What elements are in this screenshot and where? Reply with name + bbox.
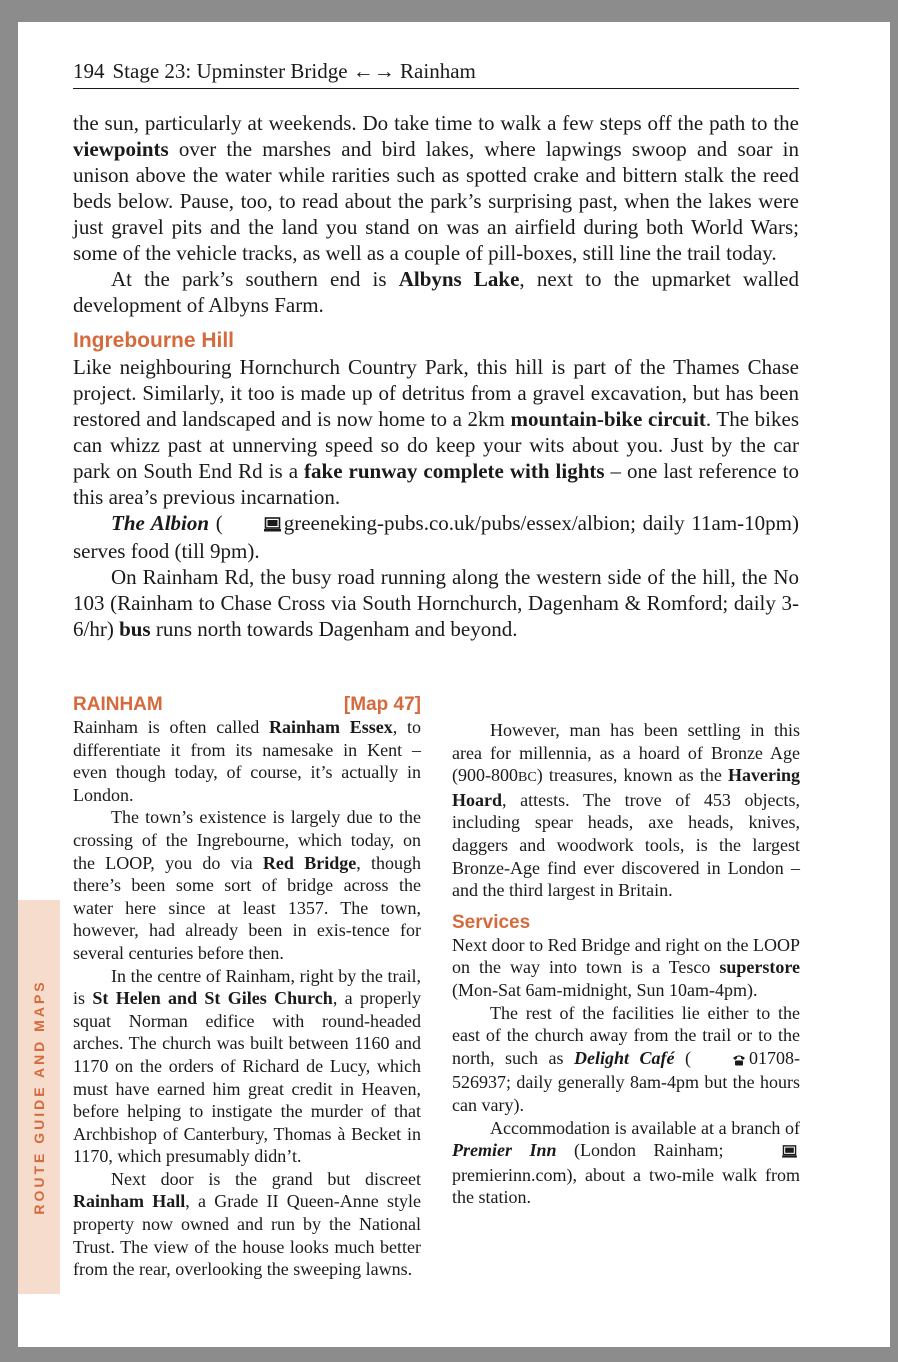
paragraph: Next door is the grand but discreet Rainham Hall, a Grade II Queen-Anne style property now owned and run by the National Trust. The view of the house looks much better from the rear, overlooking the sweeping lawns. [73,1168,421,1280]
pub-name: The Albion [111,511,210,535]
paragraph: On Rainham Rd, the busy road running along the western side of the hill, the No 103 (Rainham to Chase Cross via South Hornchurch, Dagenham & Romford; daily 3-6/hr) bus runs north towards Dagenham and beyond. [73,565,799,641]
paragraph: However, man has been settling in this area for millennia, as a hoard of Bronze Age (900-800BC) treasures, known as the Havering Hoard, attests. The trove of 453 objects, including spear heads, axe heads, knives, daggers and woodwork tools, is the largest Bronze-Age find ever discovered in London – and the third largest in Britain. [452,720,800,901]
stage-title: Stage 23: Upminster Bridge ←→ Rainham [112,59,476,83]
highlight: Red Bridge [262,852,357,873]
paragraph: Rainham is often called Rainham Essex, to differentiate it from its namesake in Kent – even though today, of course, it’s actually in London. [73,717,421,805]
side-tab-label: ROUTE GUIDE AND MAPS [31,979,47,1215]
highlight: Havering Hoard [452,765,800,810]
paragraph: In the centre of Rainham, right by the trail, is St Helen and St Giles Church, a properly squat Norman edifice with round-headed arches. The church was built between 1160 and 1170 on the orders of Richard de Lucy, which must have earned him great credit in Heaven, before helping to instigate the murder of that Archbishop of Canterbury, Thomas à Becket in 1170, which presumably didn’t. [73,965,421,1167]
cafe-name: Delight Café [574,1047,675,1068]
map-reference: [Map 47] [343,694,421,715]
main-text [73,110,799,642]
paragraph: At the park’s southern end is Albyns Lake, next to the upmarket walled development of Albyns Farm. [73,267,799,317]
book-page [18,22,890,1347]
paragraph: Like neighbouring Hornchurch Country Park, this hill is part of the Thames Chase project. Similarly, it too is made up of detritus from a gravel excavation, but has been restored and landscaped and is now home to a 2km mountain-bike circuit. The bikes can whizz past at unnerving speed so do keep your wits about you. Just by the car park on South End Rd is a fake runway complete with lights – one last reference to this area’s previous incarnation. [73,355,799,509]
page-number: 194 [73,59,105,83]
rainham-heading: RAINHAM [Map 47] [73,694,421,715]
telephone-icon [694,1049,746,1072]
highlight: Rainham Hall [73,1191,186,1212]
paragraph: Next door to Red Bridge and right on the LOOP on the way into town is a Tesco superstore (Mon-Sat 6am-midnight, Sun 10am-4pm). [452,934,800,1000]
section-heading: Ingrebourne Hill [73,329,235,352]
services-heading: Services [452,911,531,933]
left-column [73,694,421,1281]
paragraph: The Albion ( greeneking-pubs.co.uk/pubs/essex/albion; daily 11am-10pm) serves food (till 9pm). [73,511,800,563]
paragraph: the sun, particularly at weekends. Do take time to walk a few steps off the path to the viewpoints over the marshes and bird lakes, where lapwings swoop and soar in unison above the water while rarities such as spotted crake and bittern stalk the reed beds below. Pause, too, to read about the park’s surprising past, when the lakes were just gravel pits and the land you stand on was an airfield during both World Wars; some of the vehicle tracks, as well as a couple of pill-boxes, still line the trail today. [73,111,799,265]
highlight: Rainham Essex [268,717,393,737]
highlight: bus [119,617,151,641]
paragraph: The town’s existence is largely due to the crossing of the Ingrebourne, which today, on the LOOP, you do via Red Bridge, though there’s been some sort of bridge across the water here since at least 1357. The town, however, had already been in exis-tence for several centuries before then. [73,807,421,963]
highlight: St Helen and St Giles Church [92,988,333,1009]
highlight: viewpoints [73,137,169,161]
paragraph: Accommodation is available at a branch of Premier Inn (London Rainham; premierinn.com), about a two-mile walk from the station. [452,1117,800,1208]
computer-icon [226,512,281,538]
side-tab [18,900,60,1294]
computer-icon [744,1141,797,1164]
paragraph: The rest of the facilities lie either to the east of the church away from the trail or to the north, such as Delight Café ( 01708-526937; daily generally 8am-4pm but the hours can vary). [452,1002,800,1115]
right-column [452,719,800,1209]
highlight: Albyns Lake [398,267,520,291]
highlight: fake runway complete with lights [304,459,605,483]
hotel-name: Premier Inn [452,1140,557,1161]
highlight: mountain-bike circuit [510,407,706,431]
highlight: superstore [719,957,800,978]
running-header [73,58,799,89]
